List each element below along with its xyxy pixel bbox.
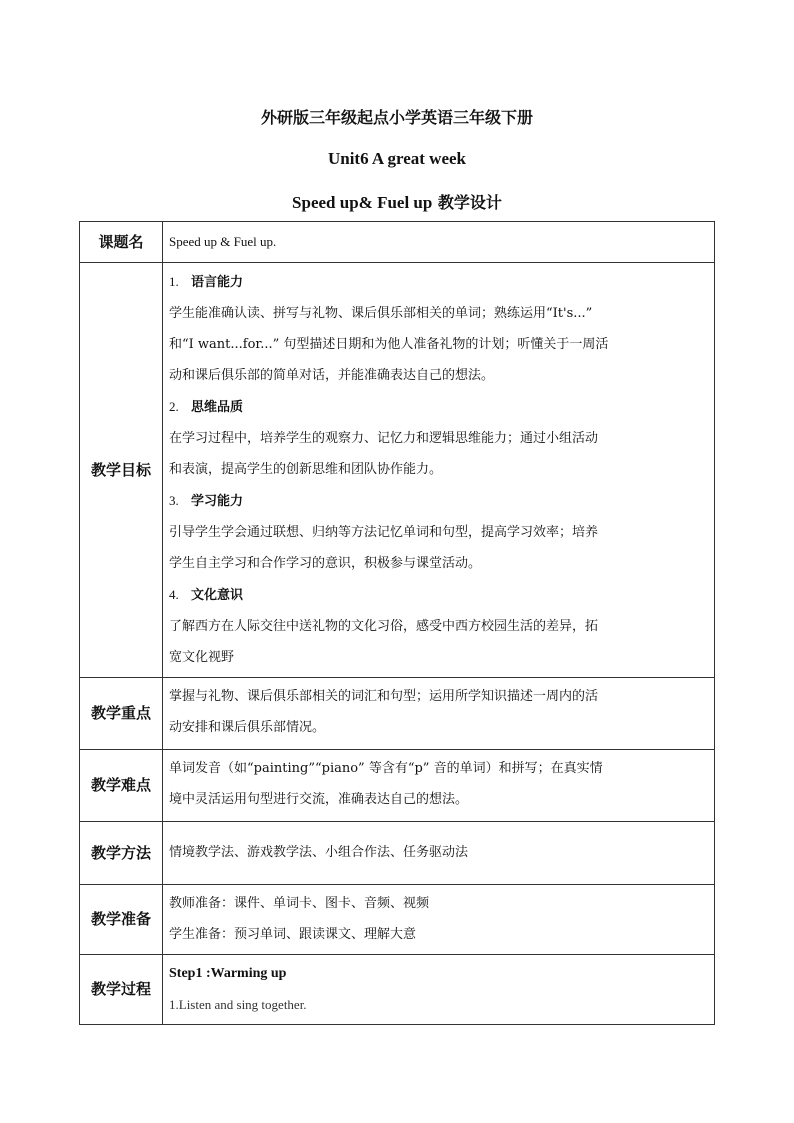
objectives-content (163, 263, 715, 678)
subtitle-en: Speed up& Fuel up (292, 193, 433, 212)
key-points-line: 动安排和课后俱乐部情况。 (169, 720, 326, 735)
process-line: 1.Listen and sing together. (169, 997, 307, 1012)
preparation-line: 教师准备：课件、单词卡、图卡、音频、视频 (169, 896, 430, 911)
process-step-heading: Step1 :Warming up (169, 966, 287, 981)
topic-content: Speed up & Fuel up. (163, 222, 715, 263)
difficulties-line: 单词发音（如“painting”“piano” 等含有“p” 音的单词）和拼写；在真实情 (169, 761, 603, 776)
objective-4-line: 了解西方在人际交往中送礼物的文化习俗，感受中西方校园生活的差异，拓 (169, 619, 599, 634)
key-points-line: 掌握与礼物、课后俱乐部相关的词汇和句型；运用所学知识描述一周内的活 (169, 689, 599, 704)
objective-1-heading: 1. 语言能力 (169, 274, 244, 290)
lesson-plan-table (79, 221, 715, 1025)
preparation-line: 学生准备：预习单词、跟读课文、理解大意 (169, 927, 417, 942)
objective-1-line: 和“I want...for...” 句型描述日期和为他人准备礼物的计划；听懂关于一周活 (169, 337, 609, 352)
objective-1-line: 学生能准确认读、拼写与礼物、课后俱乐部相关的单词；熟练运用“It's...” (169, 306, 593, 321)
objective-2-line: 在学习过程中，培养学生的观察力、记忆力和逻辑思维能力；通过小组活动 (169, 431, 599, 446)
label-process: 教学过程 (80, 955, 163, 1025)
objective-4-heading: 4. 文化意识 (169, 587, 244, 603)
row-preparation (80, 885, 715, 955)
label-objectives: 教学目标 (80, 263, 163, 678)
subtitle-cn: 教学设计 (437, 193, 502, 212)
label-key-points: 教学重点 (80, 678, 163, 750)
methods-content: 情境教学法、游戏教学法、小组合作法、任务驱动法 (163, 822, 715, 885)
row-key-points (80, 678, 715, 750)
row-objectives (80, 263, 715, 678)
objective-3-line: 学生自主学习和合作学习的意识，积极参与课堂活动。 (169, 556, 482, 571)
objective-2-heading: 2. 思维品质 (169, 399, 244, 415)
objective-2-line: 和表演，提高学生的创新思维和团队协作能力。 (169, 462, 443, 477)
objective-3-heading: 3. 学习能力 (169, 493, 244, 509)
row-process (80, 955, 715, 1025)
objective-3-line: 引导学生学会通过联想、归纳等方法记忆单词和句型，提高学习效率；培养 (169, 525, 599, 540)
label-methods: 教学方法 (80, 822, 163, 885)
row-difficulties (80, 750, 715, 822)
process-content (163, 955, 715, 1025)
preparation-content (163, 885, 715, 955)
difficulties-line: 境中灵活运用句型进行交流，准确表达自己的想法。 (169, 792, 469, 807)
key-points-content (163, 678, 715, 750)
row-topic (80, 222, 715, 263)
difficulties-content (163, 750, 715, 822)
objective-1-line: 动和课后俱乐部的简单对话，并能准确表达自己的想法。 (169, 368, 495, 383)
document-title: 外研版三年级起点小学英语三年级下册 (260, 108, 533, 127)
objective-4-line: 宽文化视野 (169, 650, 235, 665)
label-topic: 课题名 (80, 222, 163, 263)
label-preparation: 教学准备 (80, 885, 163, 955)
lesson-subtitle (0, 190, 794, 213)
row-methods (80, 822, 715, 885)
label-difficulties: 教学难点 (80, 750, 163, 822)
unit-title: Unit6 A great week (327, 149, 467, 168)
